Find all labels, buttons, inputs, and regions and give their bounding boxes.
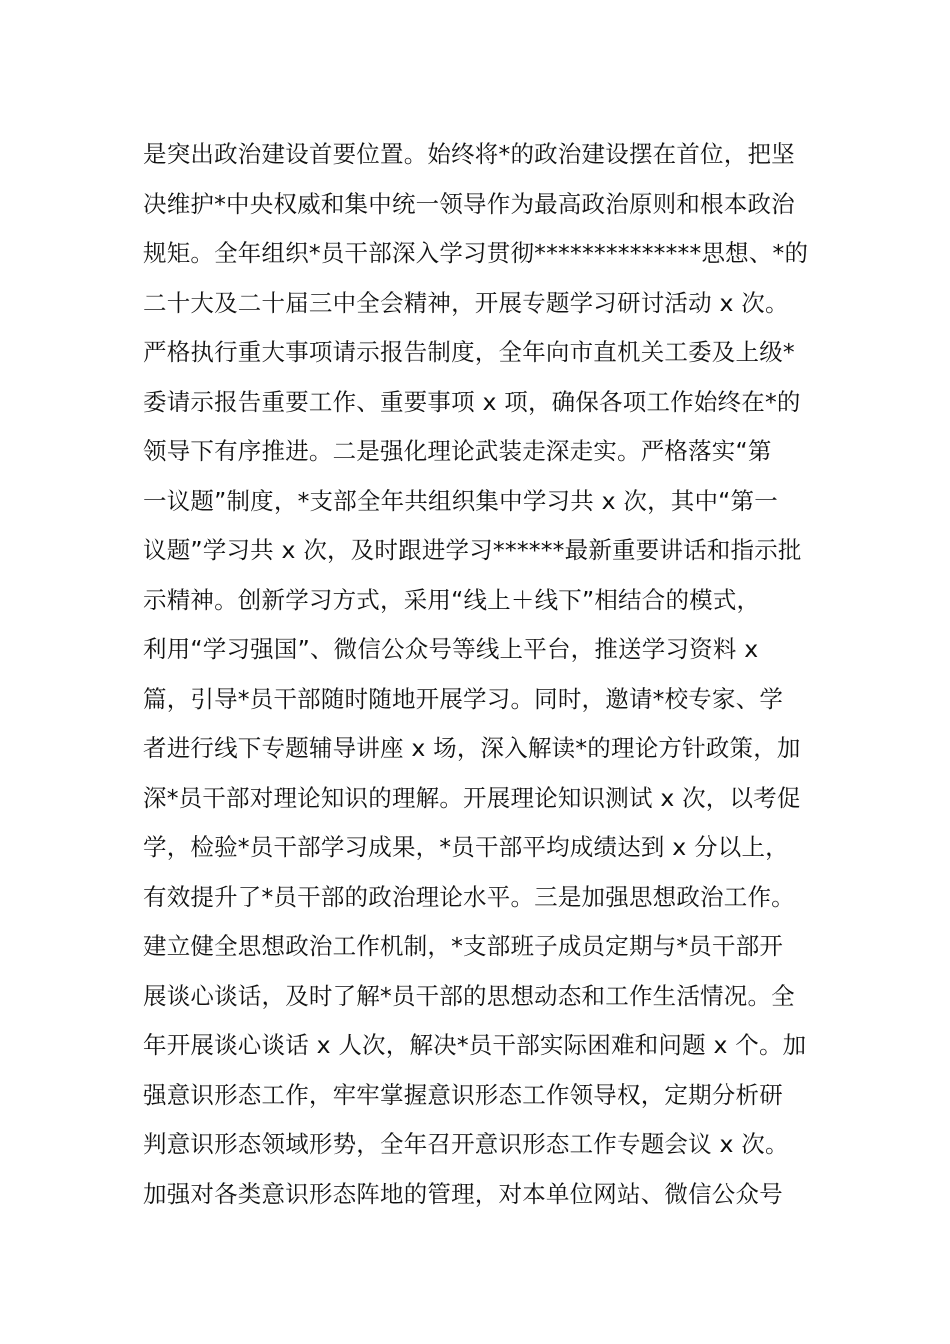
text-line: 年开展谈心谈话 x 人次，解决*员干部实际困难和问题 x 个。加 [143,1031,807,1059]
text-line: 一议题”制度，*支部全年共组织集中学习共 x 次，其中“第一 [143,486,778,515]
text-line: 议题”学习共 x 次，及时跟进学习******最新重要讲话和指示批 [143,536,802,564]
text-line: 委请示报告重要工作、重要事项 x 项，确保各项工作始终在*的 [143,387,801,416]
text-line: 示精神。创新学习方式，采用“线上＋线下”相结合的模式， [143,585,761,614]
text-line: 篇，引导*员干部随时随地开展学习。同时，邀请*校专家、学 [143,684,784,713]
text-line: 是突出政治建设首要位置。始终将*的政治建设摆在首位，把坚 [143,140,795,168]
text-line: 强意识形态工作，牢牢掌握意识形态工作领导权，定期分析研 [143,1080,783,1109]
text-line: 建立健全思想政治工作机制，*支部班子成员定期与*员干部开 [143,932,784,960]
text-line: 决维护*中央权威和集中统一领导作为最高政治原则和根本政治 [143,189,795,218]
text-line: 者进行线下专题辅导讲座 x 场，深入解读*的理论方针政策，加 [143,734,801,762]
text-line: 深*员干部对理论知识的理解。开展理论知识测试 x 次，以考促 [143,783,801,812]
text-line: 判意识形态领域形势，全年召开意识形态工作专题会议 x 次。 [143,1130,789,1158]
text-line: 利用“学习强国”、微信公众号等线上平台，推送学习资料 x [143,635,759,663]
text-line: 有效提升了*员干部的政治理论水平。三是加强思想政治工作。 [143,882,795,911]
text-line: 领导下有序推进。二是强化理论武装走深走实。严格落实“第 [143,437,772,465]
text-line: 规矩。全年组织*员干部深入学习贯彻**************思想、*的 [143,239,809,267]
body-text [143,130,823,1219]
text-line: 展谈心谈话，及时了解*员干部的思想动态和工作生活情况。全 [143,981,795,1010]
text-line: 二十大及二十届三中全会精神，开展专题学习研讨活动 x 次。 [143,288,789,317]
text-line: 严格执行重大事项请示报告制度，全年向市直机关工委及上级* [143,338,795,366]
text-line: 学，检验*员干部学习成果，*员干部平均成绩达到 x 分以上， [143,833,789,861]
text-line: 加强对各类意识形态阵地的管理，对本单位网站、微信公众号 [143,1179,783,1208]
